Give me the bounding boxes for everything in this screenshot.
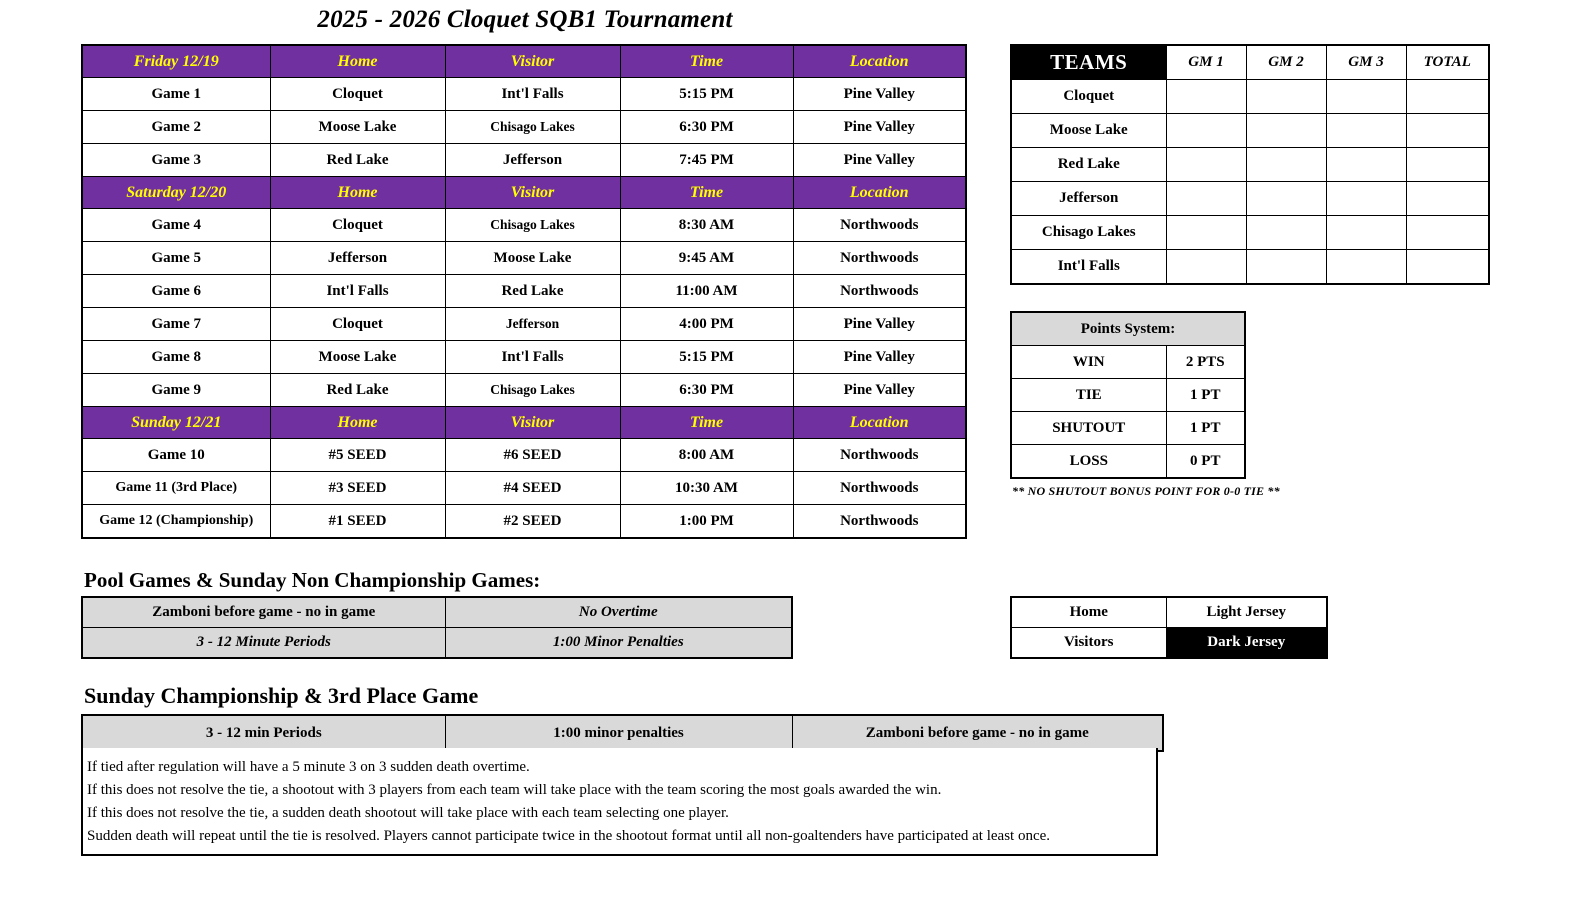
day-header-row [82, 45, 966, 78]
game-label: Game 11 (3rd Place) [82, 472, 270, 505]
teams-standings-table [1010, 44, 1490, 285]
game-location: Pine Valley [793, 341, 966, 374]
team-name: Cloquet [1011, 80, 1166, 114]
game-visitor: #2 SEED [445, 505, 620, 539]
column-header-home: Home [270, 177, 445, 209]
game-home: #1 SEED [270, 505, 445, 539]
game-visitor: Red Lake [445, 275, 620, 308]
game-visitor: #6 SEED [445, 439, 620, 472]
game-label: Game 5 [82, 242, 270, 275]
game-label: Game 1 [82, 78, 270, 111]
table-row [82, 374, 966, 407]
game-label: Game 9 [82, 374, 270, 407]
team-score-total[interactable] [1406, 182, 1489, 216]
team-score-gm2[interactable] [1246, 250, 1326, 285]
table-row [82, 715, 1163, 751]
table-row [1011, 114, 1489, 148]
points-key: WIN [1011, 346, 1166, 379]
team-name: Chisago Lakes [1011, 216, 1166, 250]
points-value: 0 PT [1166, 445, 1245, 479]
column-header-total: TOTAL [1406, 45, 1489, 80]
column-header-gm3: GM 3 [1326, 45, 1406, 80]
game-location: Northwoods [793, 505, 966, 539]
pool-rule-penalties: 1:00 Minor Penalties [445, 628, 792, 659]
game-location: Northwoods [793, 242, 966, 275]
pool-rules-table [81, 596, 793, 659]
game-visitor: Int'l Falls [445, 78, 620, 111]
team-score-gm3[interactable] [1326, 80, 1406, 114]
overtime-rule-line: Sudden death will repeat until the tie is resolved. Players cannot participate twice in the shootout format until all non-goaltenders have participated at least once. [87, 828, 1051, 844]
table-row [1011, 597, 1327, 628]
game-label: Game 8 [82, 341, 270, 374]
table-row [82, 628, 792, 659]
column-header-visitor: Visitor [445, 407, 620, 439]
team-score-total[interactable] [1406, 148, 1489, 182]
teams-header-label: TEAMS [1011, 45, 1166, 80]
column-header-gm1: GM 1 [1166, 45, 1246, 80]
column-header-location: Location [793, 407, 966, 439]
day-header-row [82, 407, 966, 439]
game-visitor: Moose Lake [445, 242, 620, 275]
jersey-table-container [1010, 596, 1328, 659]
column-header-time: Time [620, 177, 793, 209]
game-visitor: Chisago Lakes [445, 111, 620, 144]
column-header-location: Location [793, 177, 966, 209]
jersey-side-visitors: Visitors [1011, 628, 1166, 659]
game-time: 1:00 PM [620, 505, 793, 539]
schedule-table [81, 44, 967, 539]
team-score-gm2[interactable] [1246, 80, 1326, 114]
column-header-visitor: Visitor [445, 45, 620, 78]
team-score-gm3[interactable] [1326, 148, 1406, 182]
table-row [1011, 412, 1245, 445]
table-row [1011, 346, 1245, 379]
game-location: Northwoods [793, 275, 966, 308]
pool-rule-overtime: No Overtime [445, 597, 792, 628]
champ-rule-periods: 3 - 12 min Periods [82, 715, 445, 751]
jersey-table [1010, 596, 1328, 659]
column-header-home: Home [270, 45, 445, 78]
pool-rules-container [81, 596, 793, 659]
table-row [1011, 250, 1489, 285]
table-row [1011, 379, 1245, 412]
game-visitor: Int'l Falls [445, 341, 620, 374]
column-header-location: Location [793, 45, 966, 78]
game-visitor: Chisago Lakes [445, 374, 620, 407]
team-score-gm3[interactable] [1326, 114, 1406, 148]
team-score-gm2[interactable] [1246, 148, 1326, 182]
game-label: Game 10 [82, 439, 270, 472]
day-label: Saturday 12/20 [82, 177, 270, 209]
game-time: 11:00 AM [620, 275, 793, 308]
game-home: Jefferson [270, 242, 445, 275]
points-value: 1 PT [1166, 412, 1245, 445]
table-row [1011, 216, 1489, 250]
game-location: Pine Valley [793, 144, 966, 177]
team-score-gm2[interactable] [1246, 182, 1326, 216]
game-home: Red Lake [270, 144, 445, 177]
team-score-gm1[interactable] [1166, 250, 1246, 285]
game-location: Northwoods [793, 209, 966, 242]
game-visitor: Chisago Lakes [445, 209, 620, 242]
team-name: Int'l Falls [1011, 250, 1166, 285]
column-header-time: Time [620, 45, 793, 78]
game-time: 5:15 PM [620, 78, 793, 111]
game-home: Cloquet [270, 78, 445, 111]
game-time: 7:45 PM [620, 144, 793, 177]
team-name: Red Lake [1011, 148, 1166, 182]
game-label: Game 7 [82, 308, 270, 341]
team-score-gm2[interactable] [1246, 114, 1326, 148]
championship-heading: Sunday Championship & 3rd Place Game [84, 683, 479, 708]
table-row [82, 439, 966, 472]
table-row [1011, 628, 1327, 659]
teams-header-row [1011, 45, 1489, 80]
day-label: Sunday 12/21 [82, 407, 270, 439]
game-home: Int'l Falls [270, 275, 445, 308]
table-row [82, 597, 792, 628]
game-label: Game 3 [82, 144, 270, 177]
points-value: 2 PTS [1166, 346, 1245, 379]
table-row [1011, 182, 1489, 216]
table-row [82, 308, 966, 341]
team-score-total[interactable] [1406, 250, 1489, 285]
points-title-row [1011, 312, 1245, 346]
jersey-side-home: Home [1011, 597, 1166, 628]
points-value: 1 PT [1166, 379, 1245, 412]
game-visitor: Jefferson [445, 308, 620, 341]
game-time: 8:30 AM [620, 209, 793, 242]
game-location: Pine Valley [793, 78, 966, 111]
game-home: Moose Lake [270, 111, 445, 144]
team-score-gm3[interactable] [1326, 182, 1406, 216]
championship-rules-container [81, 714, 1164, 752]
table-row [82, 505, 966, 539]
game-location: Pine Valley [793, 111, 966, 144]
shutout-note: ** NO SHUTOUT BONUS POINT FOR 0-0 TIE ** [1012, 484, 1280, 498]
jersey-color-visitors: Dark Jersey [1166, 628, 1327, 659]
game-location: Pine Valley [793, 308, 966, 341]
game-home: Red Lake [270, 374, 445, 407]
game-home: Cloquet [270, 308, 445, 341]
team-score-gm1[interactable] [1166, 148, 1246, 182]
overtime-rule-line: If this does not resolve the tie, a sudden death shootout will take place with each team selecting one player. [87, 805, 729, 821]
championship-rules-table [81, 714, 1164, 752]
team-score-total[interactable] [1406, 80, 1489, 114]
team-score-gm1[interactable] [1166, 114, 1246, 148]
column-header-gm2: GM 2 [1246, 45, 1326, 80]
points-system-title: Points System: [1011, 312, 1245, 346]
game-time: 9:45 AM [620, 242, 793, 275]
column-header-visitor: Visitor [445, 177, 620, 209]
game-label: Game 4 [82, 209, 270, 242]
champ-rule-penalties: 1:00 minor penalties [445, 715, 792, 751]
column-header-home: Home [270, 407, 445, 439]
table-row [82, 472, 966, 505]
game-label: Game 6 [82, 275, 270, 308]
table-row [1011, 80, 1489, 114]
team-name: Moose Lake [1011, 114, 1166, 148]
page-title: 2025 - 2026 Cloquet SQB1 Tournament [317, 6, 733, 33]
day-label: Friday 12/19 [82, 45, 270, 78]
team-score-gm1[interactable] [1166, 182, 1246, 216]
team-score-gm3[interactable] [1326, 250, 1406, 285]
game-home: Cloquet [270, 209, 445, 242]
champ-rule-zamboni: Zamboni before game - no in game [792, 715, 1163, 751]
pool-rule-zamboni: Zamboni before game - no in game [82, 597, 445, 628]
pool-games-heading: Pool Games & Sunday Non Championship Games: [84, 568, 541, 592]
overtime-rule-line: If tied after regulation will have a 5 minute 3 on 3 sudden death overtime. [87, 759, 530, 775]
overtime-rules-box [81, 748, 1158, 856]
game-time: 5:15 PM [620, 341, 793, 374]
game-time: 10:30 AM [620, 472, 793, 505]
team-name: Jefferson [1011, 182, 1166, 216]
team-score-total[interactable] [1406, 216, 1489, 250]
game-time: 6:30 PM [620, 374, 793, 407]
jersey-color-home: Light Jersey [1166, 597, 1327, 628]
game-home: #5 SEED [270, 439, 445, 472]
points-key: LOSS [1011, 445, 1166, 479]
game-label: Game 2 [82, 111, 270, 144]
game-time: 4:00 PM [620, 308, 793, 341]
table-row [82, 111, 966, 144]
table-row [82, 209, 966, 242]
table-row [82, 144, 966, 177]
points-key: TIE [1011, 379, 1166, 412]
team-score-gm1[interactable] [1166, 216, 1246, 250]
table-row [82, 242, 966, 275]
game-location: Pine Valley [793, 374, 966, 407]
team-score-total[interactable] [1406, 114, 1489, 148]
table-row [1011, 445, 1245, 479]
game-time: 8:00 AM [620, 439, 793, 472]
game-label: Game 12 (Championship) [82, 505, 270, 539]
points-system-table [1010, 311, 1246, 479]
game-visitor: Jefferson [445, 144, 620, 177]
teams-table-container [1010, 44, 1490, 285]
team-score-gm1[interactable] [1166, 80, 1246, 114]
game-time: 6:30 PM [620, 111, 793, 144]
points-key: SHUTOUT [1011, 412, 1166, 445]
day-header-row [82, 177, 966, 209]
pool-rule-periods: 3 - 12 Minute Periods [82, 628, 445, 659]
table-row [82, 275, 966, 308]
column-header-time: Time [620, 407, 793, 439]
overtime-rule-line: If this does not resolve the tie, a shootout with 3 players from each team will take place with the team scoring the most goals awarded the win. [87, 782, 942, 798]
schedule-table-container [81, 44, 967, 539]
points-system-container [1010, 311, 1246, 479]
game-location: Northwoods [793, 439, 966, 472]
table-row [82, 78, 966, 111]
team-score-gm3[interactable] [1326, 216, 1406, 250]
game-location: Northwoods [793, 472, 966, 505]
table-row [82, 341, 966, 374]
team-score-gm2[interactable] [1246, 216, 1326, 250]
game-home: Moose Lake [270, 341, 445, 374]
game-visitor: #4 SEED [445, 472, 620, 505]
table-row [1011, 148, 1489, 182]
game-home: #3 SEED [270, 472, 445, 505]
